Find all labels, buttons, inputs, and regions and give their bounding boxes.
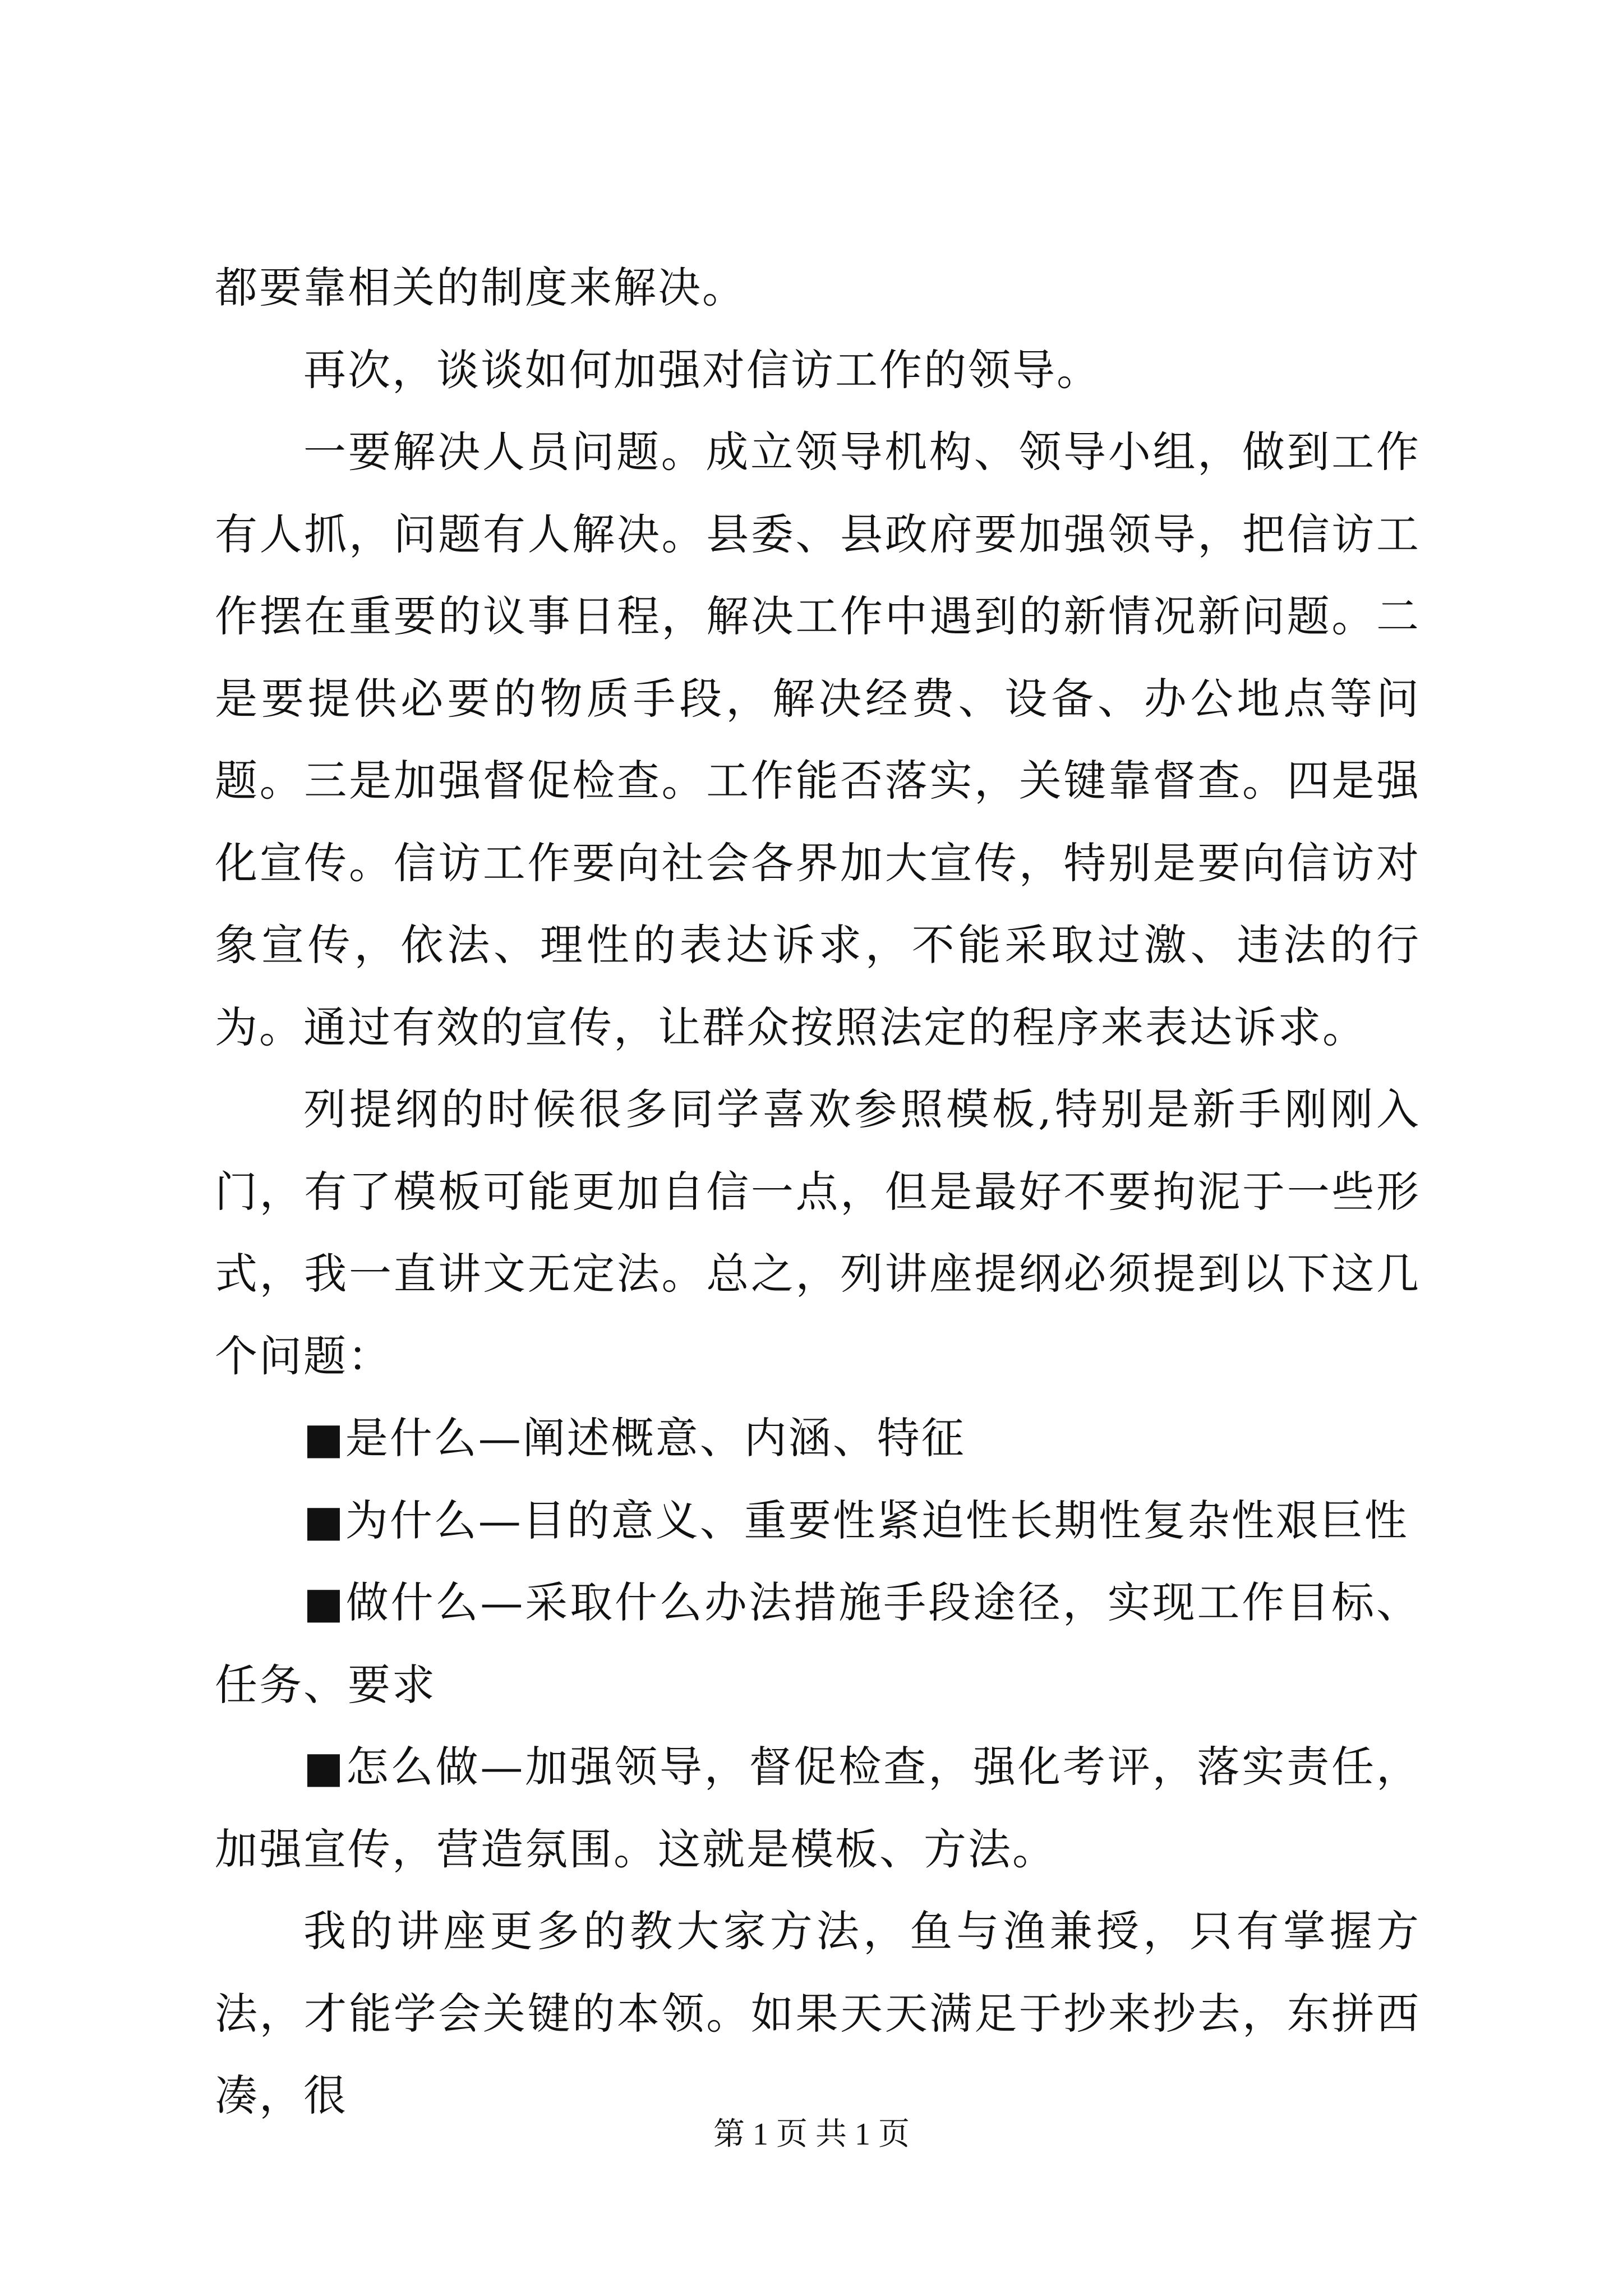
bullet-why: ■为什么—目的意义、重要性紧迫性长期性复杂性艰巨性 bbox=[303, 1495, 1409, 1545]
paragraph-3: 一要解决人员问题。成立领导机构、领导小组，做到工作有人抓，问题有人解决。县委、县政府要加强领导，把信访工作摆在重要的议事日程，解决工作中遇到的新情况新问题。二是要提供必要的物质手段，解决经费、设备、办公地点等问题。三是加强督促检查。工作能否落实，关键靠督查。四是强化宣传。信访工作要向社会各界加大宣传，特别是要向信访对象宣传，依法、理性的表达诉求，不能采取过激、违法的行为。通过有效的宣传，让群众按照法定的程序来表达诉求。 bbox=[215, 427, 1421, 1052]
page-footer: 第 1 页 共 1 页 bbox=[713, 2117, 910, 2152]
paragraph-last: 我的讲座更多的教大家方法，鱼与渔兼授，只有掌握方法，才能学会关键的本领。如果天天满足于抄来抄去，东拼西凑，很 bbox=[215, 1906, 1421, 2120]
paragraph-2: 再次，谈谈如何加强对信访工作的领导。 bbox=[303, 344, 1101, 395]
bullet-what: ■是什么—阐述概意、内涵、特征 bbox=[303, 1413, 966, 1463]
bullet-how: ■怎么做—加强领导，督促检查，强化考评，落实责任，加强宣传，营造氛围。这就是模板、方法。 bbox=[215, 1742, 1421, 1874]
document-body bbox=[215, 247, 1421, 2137]
paragraph-1: 都要靠相关的制度来解决。 bbox=[215, 263, 746, 312]
paragraph-4: 列提纲的时候很多同学喜欢参照模板,特别是新手刚刚入门，有了模板可能更加自信一点，但是最好不要拘泥于一些形式，我一直讲文无定法。总之，列讲座提纲必须提到以下这几个问题： bbox=[215, 1084, 1421, 1381]
bullet-do-what: ■做什么—采取什么办法措施手段途径，实现工作目标、任务、要求 bbox=[215, 1577, 1421, 1710]
